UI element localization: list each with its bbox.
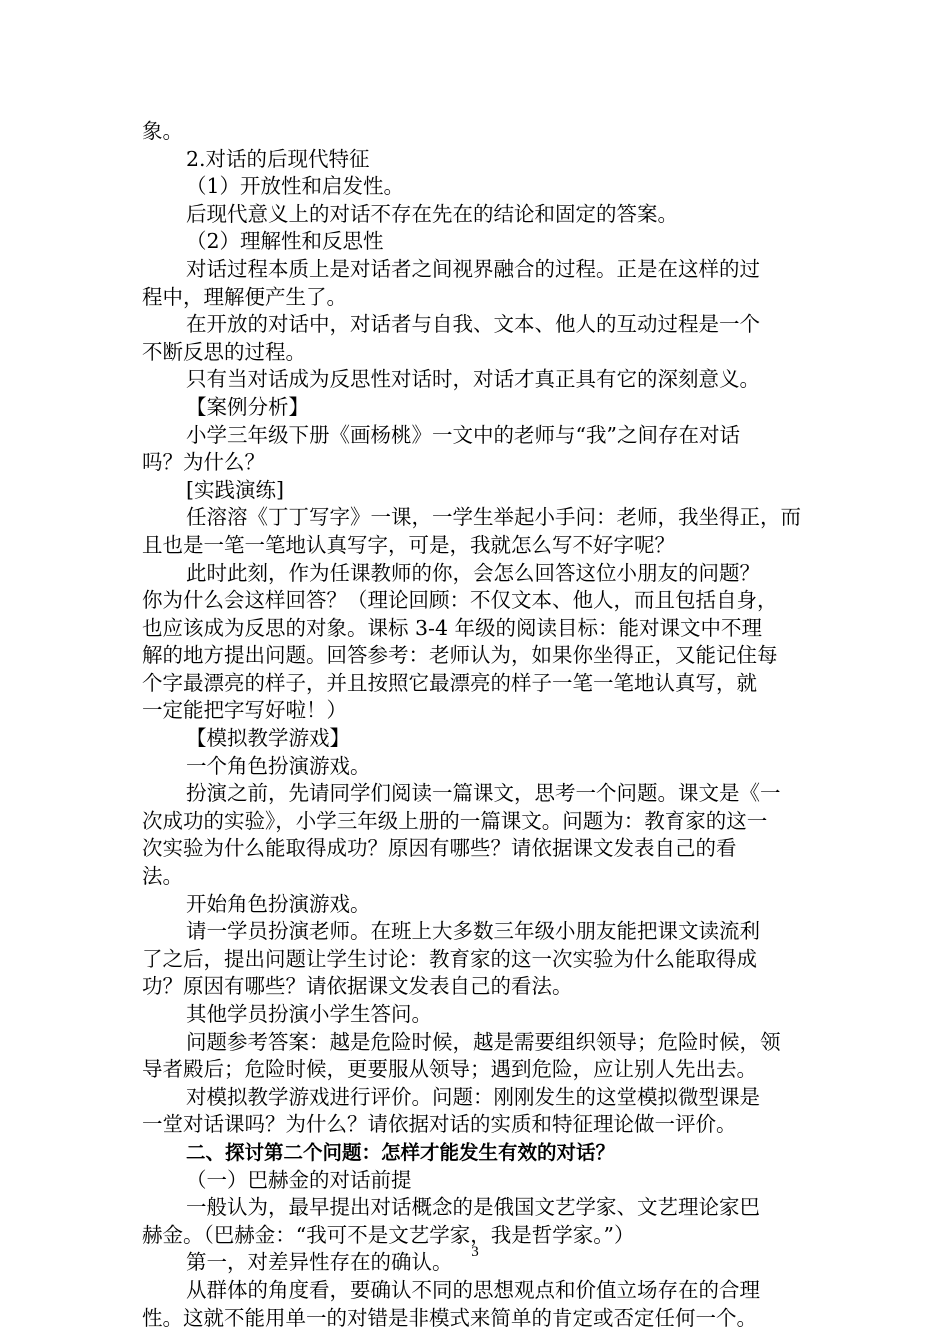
text-line: 导者殿后；危险时候，更要服从领导；遇到危险，应让别人先出去。 [142, 1057, 757, 1082]
text-line: 此时此刻，作为任课教师的你，会怎么回答这位小朋友的问题？ [186, 560, 760, 585]
text-line: 任溶溶《丁丁写字》一课，一学生举起小手问：老师，我坐得正，而 [186, 505, 801, 530]
text-line: 一般认为，最早提出对话概念的是俄国文艺学家、文艺理论家巴 [186, 1195, 760, 1220]
text-line: 一堂对话课吗？为什么？请依据对话的实质和特征理论做一评价。 [142, 1112, 737, 1137]
text-line: 也应该成为反思的对象。课标 3-4 年级的阅读目标：能对课文中不理 [142, 615, 763, 640]
text-line: 开始角色扮演游戏。 [186, 891, 371, 916]
text-line: （1）开放性和启发性。 [186, 174, 405, 199]
text-line: 次成功的实验》，小学三年级上册的一篇课文。问题为：教育家的这一 [142, 808, 768, 833]
text-line: 从群体的角度看，要确认不同的思想观点和价值立场存在的合理 [186, 1277, 760, 1302]
text-line: 法。 [142, 864, 183, 889]
document-body [142, 118, 808, 1332]
text-line: 功？原因有哪些？请依据课文发表自己的看法。 [142, 974, 573, 999]
text-line: 【模拟教学游戏】 [186, 726, 350, 751]
page-number: 3 [471, 1244, 479, 1260]
text-line: 次实验为什么能取得成功？原因有哪些？请依据课文发表自己的看 [142, 836, 737, 861]
text-line: 请一学员扮演老师。在班上大多数三年级小朋友能把课文读流利 [186, 919, 760, 944]
text-line: 在开放的对话中，对话者与自我、文本、他人的互动过程是一个 [186, 312, 760, 337]
text-line: 吗？为什么？ [142, 450, 265, 475]
text-line: （一）巴赫金的对话前提 [186, 1167, 412, 1192]
text-line: 扮演之前，先请同学们阅读一篇课文，思考一个问题。课文是《一 [186, 781, 781, 806]
text-line: 象。 [142, 119, 183, 143]
text-line: 了之后，提出问题让学生讨论：教育家的这一次实验为什么能取得成 [142, 946, 757, 971]
text-line: 解的地方提出问题。回答参考：老师认为，如果你坐得正，又能记住每 [142, 643, 778, 668]
text-line: 一定能把字写好啦！） [142, 698, 347, 723]
text-line: （2）理解性和反思性 [186, 229, 384, 254]
text-line: 第一，对差异性存在的确认。 [186, 1250, 453, 1275]
text-line: 小学三年级下册《画杨桃》一文中的老师与“我”之间存在对话 [186, 422, 740, 447]
text-line: 只有当对话成为反思性对话时，对话才真正具有它的深刻意义。 [186, 367, 760, 392]
text-line: 不断反思的过程。 [142, 339, 306, 364]
text-line: 程中，理解便产生了。 [142, 284, 347, 309]
text-line: 个字最漂亮的样子，并且按照它最漂亮的样子一笔一笔地认真写，就 [142, 670, 757, 695]
text-line: 其他学员扮演小学生答问。 [186, 1002, 432, 1026]
text-line: 性。这就不能用单一的对错是非模式来简单的肯定或否定任何一个。 [142, 1305, 757, 1330]
text-line: 对话过程本质上是对话者之间视界融合的过程。正是在这样的过 [186, 256, 760, 281]
text-line: 问题参考答案：越是危险时候，越是需要组织领导；危险时候，领 [186, 1029, 781, 1054]
text-line: 赫金。（巴赫金：“我可不是文艺学家，我是哲学家。”） [142, 1222, 635, 1247]
text-line: 【案例分析】 [186, 394, 309, 419]
text-line: 对模拟教学游戏进行评价。问题：刚刚发生的这堂模拟微型课是 [186, 1084, 760, 1109]
section-heading: 二、探讨第二个问题：怎样才能发生有效的对话？ [186, 1140, 616, 1164]
text-line: 2.对话的后现代特征 [186, 146, 370, 171]
text-line: 一个角色扮演游戏。 [186, 753, 371, 778]
text-line: [实践演练] [186, 477, 284, 502]
text-line: 且也是一笔一笔地认真写字，可是，我就怎么写不好字呢？ [142, 532, 675, 557]
text-line: 后现代意义上的对话不存在先在的结论和固定的答案。 [186, 201, 678, 226]
text-line: 你为什么会这样回答？（理论回顾：不仅文本、他人，而且包括自身， [142, 588, 778, 613]
